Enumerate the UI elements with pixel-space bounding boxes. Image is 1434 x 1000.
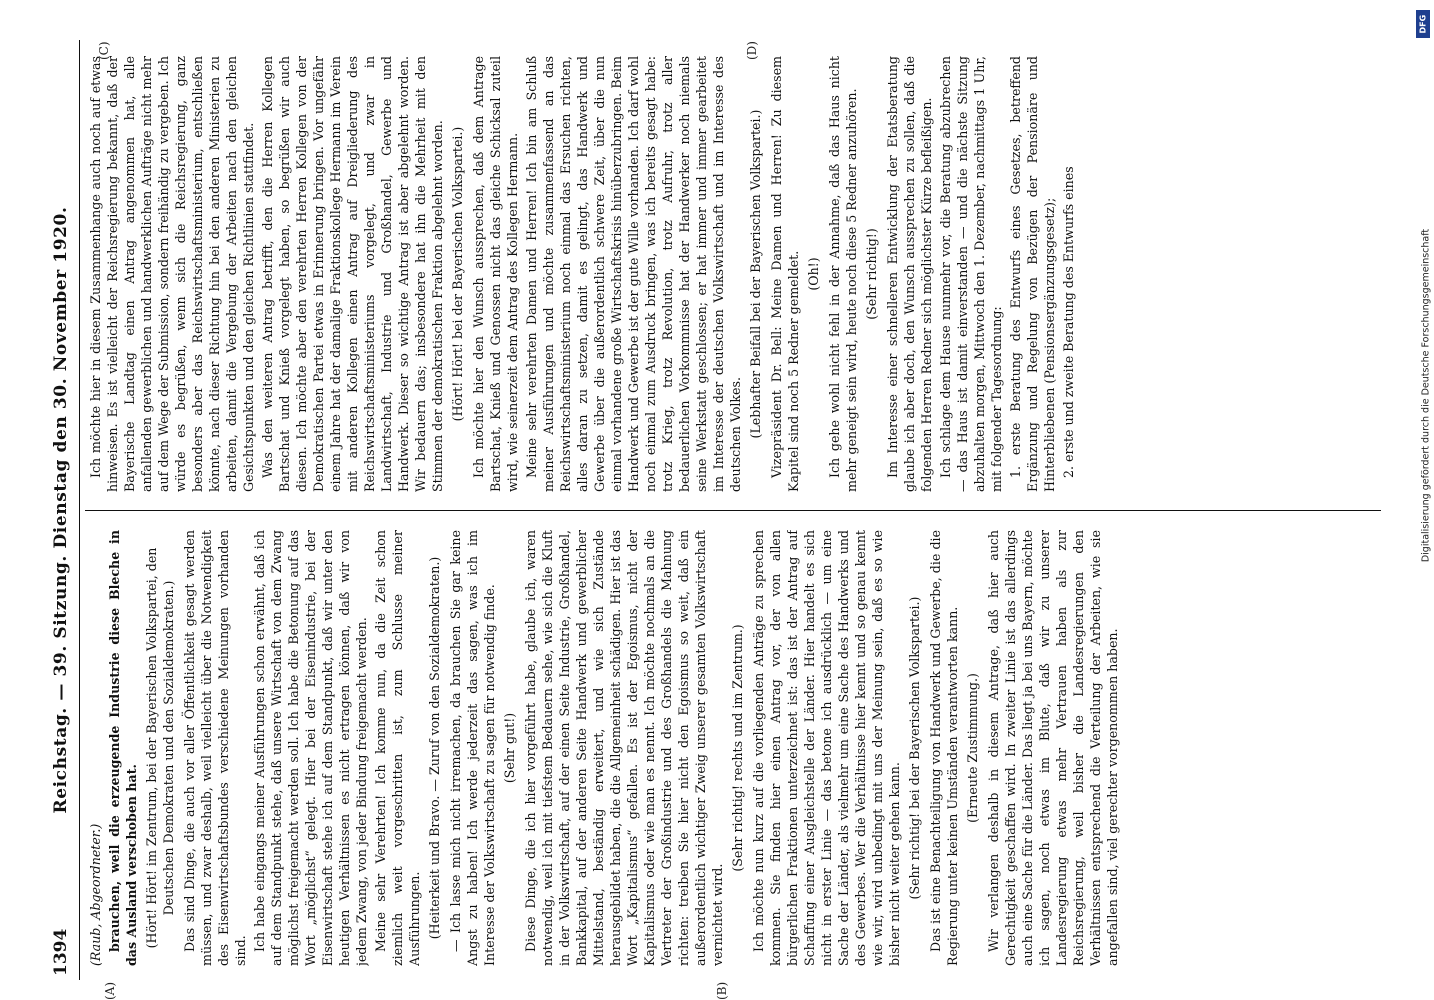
page-header [45, 40, 80, 980]
remark: (Sehr gut!) [502, 712, 517, 784]
paragraph: Im Interesse einer schnelleren Entwicklung der Etatsberatung glaube ich aber doch, den Wunsch aussprechen zu sollen, daß die folgenden Herren Redner sich möglichster Kürze befleißigen. [885, 56, 934, 492]
paragraph: Ich möchte nun kurz auf die vorliegenden Anträge zu sprechen kommen. Sie finden hier einen Antrag vor, der von allen bürgerlichen Fraktionen unterzeichnet ist: das ist der Antrag auf Schaffung einer Ausgleichstelle der Länder. Hier handelt es sich nicht in erster Linie — das betone ich ausdrücklich — um eine Sache der Länder, als vielmehr um eine Sache des Handwerks und des Gewerbes. Wer die Verhältnisse hier kennt und so genau kennt wie wir, wird unbedingt mit uns der Meinung sein, daß es so wie bisher nicht weiter gehen kann. [751, 530, 902, 966]
paragraph: Wir verlangen deshalb in diesem Antrage, daß hier auch Gerechtigkeit geschaffen wird. In zweiter Linie ist das allerdings auch eine Sache für die Länder. Das liegt ja bei uns Bayern, möchte ich sagen, noch etwas im Blute, daß wir zu unserer Landesregierung etwas mehr Vertrauen haben als zur Reichsregierung, weil bisher die Landesregierungen den Verhältnissen entsprechend die Verteilung der Arbeiten, wie sie angefallen sind, viel gerechter vorgenommen haben. [986, 530, 1120, 966]
remark: (Hört! Hört! im Zentrum, bei der Bayerischen Volkspartei, den Deutschen Demokraten und den Sozialdemokraten.) [144, 547, 176, 949]
speaker-note: (Raub, Abgeordneter.) [88, 823, 103, 966]
paragraph: Was den weiteren Antrag betrifft, den die Herren Kollegen Bartschat und Knieß vorgelegt haben, so begrüßen wir auch diesen. Ich möchte aber den verehrten Herren Kollegen von der Demokratischen Partei etwas in Erinnerung bringen. Vor ungefähr einem Jahre hat der damalige Fraktionskollege Hermann im Verein mit anderen Kollegen einen Antrag auf Dreigliederung des Reichswirtschaftsministeriums vorgelegt, und zwar in Landwirtschaft, Industrie und Großhandel, Gewerbe und Handwerk. Dieser so wichtige Antrag ist aber abgelehnt worden. Wir bedauern das; insbesondere hat ihn die Mehrheit mit den Stimmen der demokratischen Fraktion abgelehnt worden. [260, 56, 445, 492]
paragraph: Ich möchte hier in diesem Zusammenhange auch noch auf etwas hinweisen. Es ist vielleicht der Reichsregierung bekannt, daß der Bayerische Landtag einen Antrag angenommen hat, alle anfallenden gewerblichen und handwerklichen Aufträge nicht mehr auf dem Wege der Submission, sondern freihändig zu vergeben. Ich würde es begrüßen, wenn sich die Reichsregierung, ganz besonders aber das Reichswirtschaftsministerium, entschließen könnte, nach dieser Richtung hin bei den anderen Ministerien zu arbeiten, damit die Vergebung der Arbeiten nach den gleichen Gesichtspunkten und den gleichen Richtlinien stattfindet. [88, 56, 256, 492]
paragraph: — Ich lasse mich nicht irremachen, da brauchen Sie gar keine Angst zu haben! Ich werde jederzeit das sagen, was ich im Interesse der Volkswirtschaft zu sagen für notwendig finde. [448, 530, 497, 966]
remark: (Oh!) [806, 257, 821, 291]
remark: (Sehr richtig! rechts und im Zentrum.) [730, 624, 745, 872]
dfg-logo: DFG [1416, 10, 1430, 38]
rotated-page-content [45, 40, 1395, 1000]
margin-mark-c: (C) [97, 41, 111, 60]
paragraph: Vizepräsident Dr. Bell: Meine Damen und Herren! Zu diesem Kapitel sind noch 5 Redner gemeldet. [769, 56, 801, 492]
paragraph: Meine sehr verehrten Damen und Herren! Ich bin am Schluß meiner Ausführungen und möchte zusammenfassend an das Reichswirtschaftsministerium noch einmal das Ersuchen richten, alles daran zu setzen, damit es gelingt, das Handwerk und Gewerbe über die außerordentlich schwere Zeit, über die nun einmal vorhandene große Wirtschaftskrisis hinüberzubringen. Beim Handwerk und Gewerbe ist der gute Wille vorhanden. Ich darf wohl noch einmal zum Ausdruck bringen, was ich bereits gesagt habe: trotz Krieg, trotz Revolution, trotz Aufruhr, trotz aller bedauerlichen Vorkommnisse hat der Handwerker noch niemals seine Werkstatt geschlossen; er hat immer und immer gearbeitet im Interesse der deutschen Volkswirtschaft und im Interesse des deutschen Volkes. [524, 56, 743, 492]
paragraph: Ich möchte hier den Wunsch aussprechen, daß dem Antrage Bartschat, Knieß und Genossen nicht das gleiche Schicksal zuteil wird, wie seinerzeit dem Antrag des Kollegen Hermann. [471, 56, 520, 492]
remark: (Sehr richtig! bei der Bayerischen Volkspartei.) [907, 596, 922, 900]
paragraph: Das ist eine Benachteiligung von Handwerk und Gewerbe, die die Regierung unter keinen Umständen verantworten kann. [928, 530, 960, 966]
agenda-item: 2. erste und zweite Beratung des Entwurfs eines [1061, 166, 1076, 478]
agenda-item: 1. erste Beratung des Entwurfs eines Gesetzes, betreffend Ergänzung und Regelung von Bezügen der Pensionäre und Hinterbliebenen (Pensionsergänzungsgesetz); [1008, 56, 1057, 492]
paragraph: Diese Dinge, die ich hier vorgeführt habe, glaube ich, waren notwendig, weil ich mit tiefstem Bedauern sehe, wie sich die Kluft in der Volkswirtschaft, auf der einen Seite Industrie, Großhandel, Bankkapital, auf der anderen Seite Handwerk und gewerblicher Mittelstand, beständig erweitert, und wie sich Zustände herausgebildet haben, die die Allgemeinheit schädigen. Hier ist das Wort „Kapitalismus“ gefallen. Es ist der Egoismus, nicht der Kapitalismus oder wie man es nennt. Ich möchte nochmals an die Vertreter der Großindustrie und des Großhandels die Mahnung richten: treiben Sie hier nicht den Egoismus so weit, daß ein außerordentlich wichtiger Zweig unserer gesamten Volkswirtschaft vernichtet wird. [523, 530, 725, 966]
paragraph: Ich habe eingangs meiner Ausführungen schon erwähnt, daß ich auf dem Standpunkt stehe, daß unsere Wirtschaft von dem Zwang möglichst freigemacht werden soll. Ich habe die Betonung auf das Wort „möglichst“ gelegt. Hier bei der Eisenindustrie, bei der Eisenwirtschaft stehe ich auf dem Standpunkt, daß wir unter den heutigen Verhältnissen es nicht ertragen können, daß wir von jedem Zwang, von jeder Bindung freigemacht werden. [252, 530, 369, 966]
remark: (Heiterkeit und Bravo. — Zuruf von den Sozialdemokraten.) [427, 556, 442, 940]
page-number: 1394 [51, 928, 71, 976]
column-divider [85, 510, 1381, 511]
remark: (Lebhafter Beifall bei der Bayerischen Volkspartei.) [748, 109, 763, 439]
credit-text: Digitalisierung gefördert durch die Deutsche Forschungsgemeinschaft [1420, 228, 1432, 563]
page-title: Reichstag. — 39. Sitzung. Dienstag den 30. November 1920. [51, 206, 71, 814]
remark: (Hört! Hört! bei der Bayerischen Volkspartei.) [450, 126, 465, 422]
remark: (Sehr richtig!) [864, 228, 879, 320]
left-text-column [87, 530, 1382, 966]
paragraph: Ich schlage dem Hause nunmehr vor, die Beratung abzubrechen — das Haus ist damit einverstanden — und die nächste Sitzung abzuhalten morgen, Mittwoch den 1. Dezember, nachmittags 1 Uhr, mit folgender Tagesordnung: [938, 56, 1004, 492]
paragraph: Das sind Dinge, die auch vor aller Öffentlichkeit gesagt werden müssen, und zwar deshalb, weil vielleicht über die Notwendigkeit des Eisenwirtschaftsbundes verschiedene Meinungen vorhanden sind. [182, 530, 248, 966]
digitization-credit [1416, 10, 1430, 995]
margin-mark-b: (B) [715, 981, 729, 1000]
remark: (Erneute Zustimmung.) [965, 673, 980, 823]
margin-mark-a: (A) [103, 981, 117, 1000]
paragraph: Meine sehr Verehrten! Ich komme nun, da die Zeit schon ziemlich weit vorgeschritten ist, zum Schlusse meiner Ausführungen. [373, 530, 422, 966]
right-text-column [87, 56, 1382, 492]
paragraph: Ich gehe wohl nicht fehl in der Annahme, daß das Haus nicht mehr geneigt sein wird, heute noch diese 5 Redner anzuhören. [827, 56, 859, 492]
margin-mark-d: (D) [745, 41, 759, 60]
paragraph: brauchen, weil die erzeugende Industrie diese Bleche in das Ausland verschoben hat. [107, 530, 139, 966]
